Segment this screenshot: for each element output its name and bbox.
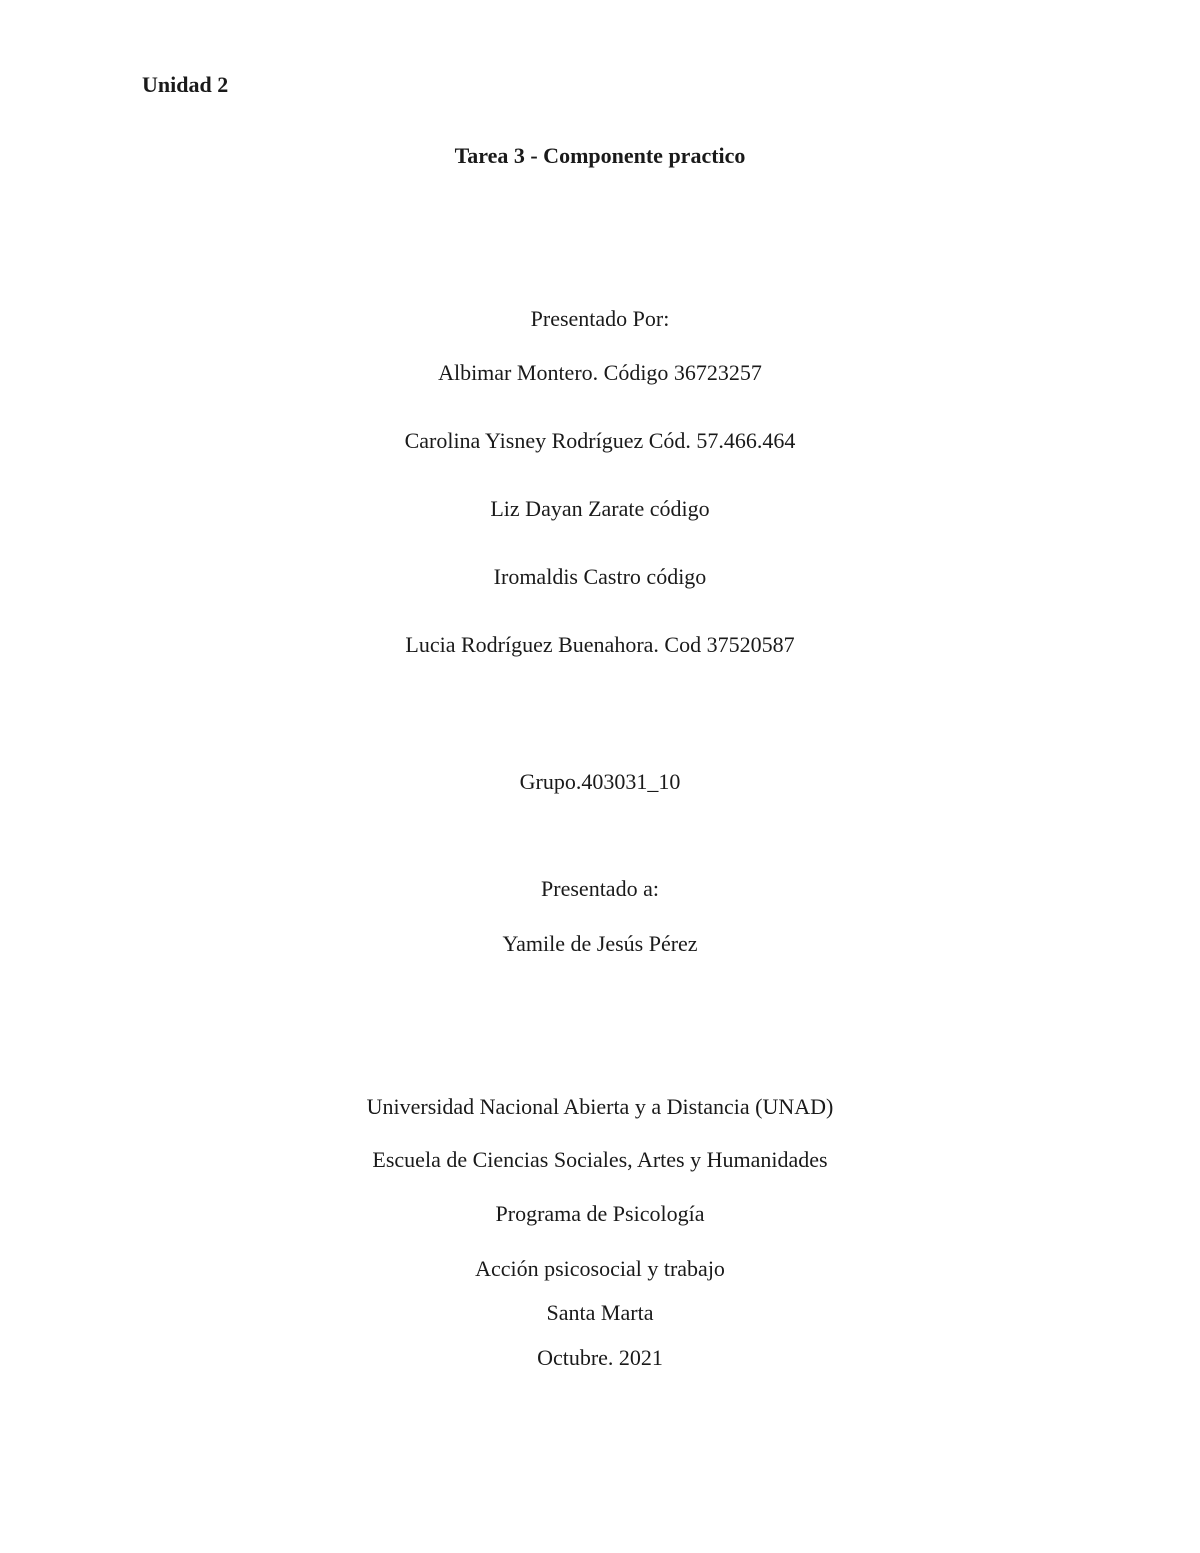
- author-1: Albimar Montero. Código 36723257: [438, 360, 762, 385]
- author-3: Liz Dayan Zarate código: [490, 496, 710, 521]
- presented-to-label: Presentado a:: [541, 876, 659, 901]
- program-name: Programa de Psicología: [495, 1201, 705, 1226]
- unit-label: Unidad 2: [142, 72, 229, 97]
- document-title: Tarea 3 - Componente practico: [454, 143, 746, 168]
- author-2: Carolina Yisney Rodríguez Cód. 57.466.464: [404, 428, 796, 453]
- group-code: Grupo.403031_10: [519, 769, 681, 794]
- university-name: Universidad Nacional Abierta y a Distancia (UNAD): [366, 1094, 834, 1119]
- author-5: Lucia Rodríguez Buenahora. Cod 37520587: [405, 632, 795, 657]
- course-name: Acción psicosocial y trabajo: [475, 1256, 725, 1281]
- city-name: Santa Marta: [546, 1300, 654, 1325]
- author-4: Iromaldis Castro código: [493, 564, 707, 589]
- school-name: Escuela de Ciencias Sociales, Artes y Humanidades: [372, 1147, 828, 1172]
- presented-by-label: Presentado Por:: [530, 306, 670, 331]
- teacher-name: Yamile de Jesús Pérez: [502, 931, 698, 956]
- document-date: Octubre. 2021: [537, 1345, 663, 1370]
